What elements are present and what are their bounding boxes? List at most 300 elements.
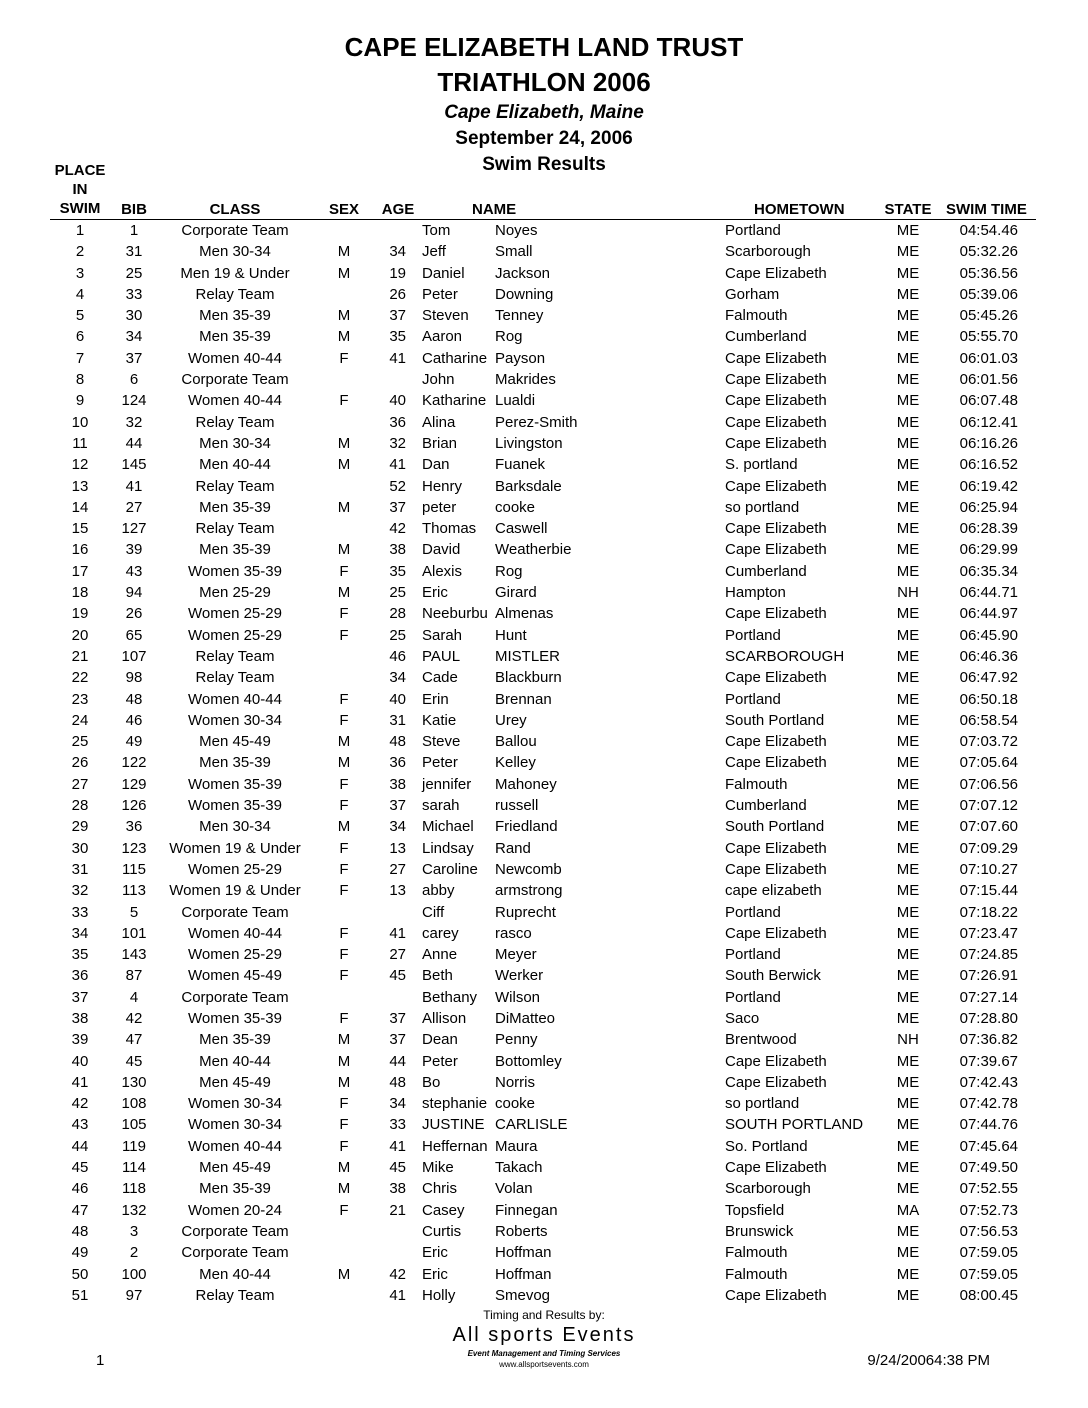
cell-place: 27 bbox=[71, 775, 89, 793]
cell-bib: 114 bbox=[122, 1159, 146, 1177]
cell-class: Women 30-34 bbox=[188, 711, 282, 729]
header-place-line2: IN bbox=[72, 181, 88, 198]
cell-last: CARLISLE bbox=[495, 1116, 568, 1134]
cell-home: Cape Elizabeth bbox=[725, 1052, 827, 1070]
cell-state: ME bbox=[896, 1222, 920, 1240]
cell-sex: F bbox=[339, 882, 349, 900]
cell-bib: 145 bbox=[121, 456, 147, 474]
cell-class: Women 35-39 bbox=[188, 562, 282, 580]
cell-home: So. Portland bbox=[725, 1137, 808, 1155]
cell-state: ME bbox=[896, 839, 920, 857]
cell-age: 40 bbox=[389, 392, 406, 410]
cell-bib: 108 bbox=[121, 1095, 147, 1113]
cell-time: 07:07.12 bbox=[959, 797, 1018, 815]
cell-place: 48 bbox=[71, 1222, 89, 1240]
cell-place: 2 bbox=[75, 243, 85, 261]
cell-time: 05:36.56 bbox=[959, 264, 1018, 282]
table-row bbox=[0, 582, 1088, 603]
cell-class: Corporate Team bbox=[181, 903, 289, 921]
cell-sex: F bbox=[339, 775, 349, 793]
cell-age: 13 bbox=[389, 839, 406, 857]
cell-time: 07:28.80 bbox=[959, 1009, 1018, 1027]
page-title: CAPE ELIZABETH LAND TRUST bbox=[344, 32, 744, 62]
cell-place: 19 bbox=[71, 605, 89, 623]
cell-bib: 122 bbox=[121, 754, 147, 772]
cell-bib: 49 bbox=[125, 733, 143, 751]
cell-time: 07:05.64 bbox=[959, 754, 1018, 772]
cell-bib: 32 bbox=[125, 413, 143, 431]
cell-place: 4 bbox=[75, 285, 85, 303]
cell-last: Brennan bbox=[495, 690, 552, 708]
cell-place: 35 bbox=[71, 946, 89, 964]
cell-age: 27 bbox=[389, 860, 406, 878]
cell-age: 35 bbox=[389, 328, 406, 346]
cell-last: Hoffman bbox=[495, 1244, 552, 1262]
table-row bbox=[0, 326, 1088, 347]
cell-place: 29 bbox=[71, 818, 89, 836]
table-row bbox=[0, 1200, 1088, 1221]
cell-age: 35 bbox=[389, 562, 406, 580]
header-place-line1: PLACE bbox=[54, 162, 106, 179]
cell-time: 06:19.42 bbox=[959, 477, 1018, 495]
cell-state: NH bbox=[897, 1031, 919, 1049]
cell-time: 07:06.56 bbox=[959, 775, 1018, 793]
cell-place: 6 bbox=[75, 328, 85, 346]
table-row bbox=[0, 1072, 1088, 1093]
cell-class: Women 20-24 bbox=[188, 1201, 282, 1219]
cell-sex: F bbox=[339, 349, 349, 367]
cell-place: 37 bbox=[71, 988, 89, 1006]
cell-first: Erin bbox=[422, 690, 449, 708]
cell-age: 19 bbox=[389, 264, 406, 282]
cell-age: 41 bbox=[389, 456, 406, 474]
cell-place: 15 bbox=[71, 520, 89, 538]
cell-state: ME bbox=[896, 818, 920, 836]
cell-first: Sarah bbox=[422, 626, 463, 644]
cell-first: Steven bbox=[422, 307, 469, 325]
cell-first: Bethany bbox=[422, 988, 478, 1006]
cell-home: Cape Elizabeth bbox=[725, 413, 827, 431]
cell-state: ME bbox=[896, 1073, 920, 1091]
cell-bib: 118 bbox=[122, 1180, 146, 1198]
table-row bbox=[0, 497, 1088, 518]
cell-bib: 105 bbox=[121, 1116, 147, 1134]
cell-place: 38 bbox=[71, 1009, 89, 1027]
cell-state: ME bbox=[896, 541, 920, 559]
cell-age: 37 bbox=[389, 307, 406, 325]
cell-sex: F bbox=[339, 1116, 349, 1134]
cell-first: Brian bbox=[422, 434, 458, 452]
cell-place: 3 bbox=[75, 264, 85, 282]
cell-bib: 87 bbox=[125, 967, 143, 985]
cell-first: PAUL bbox=[422, 647, 461, 665]
cell-state: ME bbox=[896, 413, 920, 431]
cell-home: Falmouth bbox=[725, 1244, 788, 1262]
cell-place: 16 bbox=[71, 541, 89, 559]
cell-place: 43 bbox=[71, 1116, 89, 1134]
cell-home: Cape Elizabeth bbox=[725, 520, 827, 538]
cell-home: South Portland bbox=[725, 818, 825, 836]
cell-class: Men 35-39 bbox=[199, 754, 271, 772]
cell-state: ME bbox=[896, 1052, 920, 1070]
cell-last: Makrides bbox=[495, 371, 556, 389]
cell-age: 36 bbox=[389, 754, 406, 772]
table-row bbox=[0, 603, 1088, 624]
cell-time: 06:16.26 bbox=[959, 434, 1018, 452]
table-row bbox=[0, 965, 1088, 986]
cell-age: 45 bbox=[389, 1159, 406, 1177]
cell-class: Men 35-39 bbox=[199, 1180, 271, 1198]
cell-last: Livingston bbox=[495, 434, 563, 452]
cell-home: Portland bbox=[725, 903, 781, 921]
footer-logo: All sports Events bbox=[452, 1324, 636, 1346]
cell-class: Men 40-44 bbox=[199, 1265, 271, 1283]
cell-sex: F bbox=[339, 1137, 349, 1155]
cell-state: ME bbox=[896, 562, 920, 580]
cell-place: 40 bbox=[71, 1052, 89, 1070]
cell-place: 8 bbox=[75, 371, 85, 389]
cell-last: cooke bbox=[495, 1095, 536, 1113]
table-row bbox=[0, 539, 1088, 560]
header-age: AGE bbox=[381, 201, 415, 218]
cell-home: so portland bbox=[725, 498, 800, 516]
cell-sex: F bbox=[339, 562, 349, 580]
cell-first: Katharine bbox=[422, 392, 487, 410]
cell-home: Falmouth bbox=[725, 775, 788, 793]
cell-state: ME bbox=[896, 669, 920, 687]
cell-place: 18 bbox=[71, 584, 89, 602]
cell-class: Women 25-29 bbox=[188, 605, 282, 623]
cell-time: 06:46.36 bbox=[959, 647, 1018, 665]
cell-state: ME bbox=[896, 222, 920, 239]
cell-first: John bbox=[422, 371, 455, 389]
cell-last: Almenas bbox=[495, 605, 554, 623]
cell-age: 38 bbox=[389, 1180, 406, 1198]
cell-class: Relay Team bbox=[195, 413, 275, 431]
cell-sex: F bbox=[339, 1201, 349, 1219]
cell-class: Men 45-49 bbox=[199, 733, 271, 751]
cell-class: Men 35-39 bbox=[199, 328, 271, 346]
cell-time: 08:00.45 bbox=[959, 1286, 1018, 1304]
cell-class: Women 40-44 bbox=[188, 924, 282, 942]
cell-age: 38 bbox=[389, 541, 406, 559]
cell-sex: F bbox=[339, 924, 349, 942]
table-row bbox=[0, 1114, 1088, 1135]
cell-bib: 4 bbox=[129, 988, 139, 1006]
cell-home: Cape Elizabeth bbox=[725, 1286, 827, 1304]
table-row bbox=[0, 689, 1088, 710]
cell-first: sarah bbox=[422, 797, 460, 815]
cell-time: 07:44.76 bbox=[959, 1116, 1018, 1134]
cell-home: Cape Elizabeth bbox=[725, 264, 827, 282]
cell-class: Women 30-34 bbox=[188, 1116, 282, 1134]
cell-first: Katie bbox=[422, 711, 457, 729]
cell-time: 07:24.85 bbox=[959, 946, 1018, 964]
cell-last: Hoffman bbox=[495, 1265, 552, 1283]
cell-age: 41 bbox=[389, 1137, 406, 1155]
table-row bbox=[0, 710, 1088, 731]
cell-age: 13 bbox=[389, 882, 406, 900]
cell-bib: 47 bbox=[125, 1031, 143, 1049]
table-row bbox=[0, 561, 1088, 582]
cell-age: 37 bbox=[389, 1031, 406, 1049]
cell-bib: 97 bbox=[125, 1286, 143, 1304]
cell-last: Urey bbox=[495, 711, 527, 729]
cell-class: Relay Team bbox=[195, 1286, 275, 1304]
cell-state: ME bbox=[896, 307, 920, 325]
cell-time: 07:07.60 bbox=[959, 818, 1018, 836]
event-date: September 24, 2006 bbox=[455, 128, 633, 149]
cell-first: Curtis bbox=[422, 1222, 462, 1240]
cell-age: 38 bbox=[389, 775, 406, 793]
cell-first: Eric bbox=[422, 1265, 448, 1283]
cell-place: 26 bbox=[71, 754, 89, 772]
cell-class: Men 19 & Under bbox=[180, 264, 290, 282]
cell-class: Men 45-49 bbox=[199, 1159, 271, 1177]
cell-place: 33 bbox=[71, 903, 89, 921]
header-class: CLASS bbox=[209, 201, 261, 218]
cell-state: ME bbox=[896, 690, 920, 708]
cell-bib: 1 bbox=[129, 222, 139, 239]
cell-last: Finnegan bbox=[495, 1201, 558, 1219]
cell-last: cooke bbox=[495, 498, 536, 516]
cell-first: Peter bbox=[422, 285, 458, 303]
cell-last: Smevog bbox=[495, 1286, 551, 1304]
cell-first: Alexis bbox=[422, 562, 463, 580]
cell-last: Weatherbie bbox=[495, 541, 572, 559]
cell-class: Men 35-39 bbox=[199, 541, 271, 559]
cell-bib: 65 bbox=[125, 626, 143, 644]
cell-sex: F bbox=[339, 860, 349, 878]
cell-time: 07:52.55 bbox=[959, 1180, 1018, 1198]
table-row bbox=[0, 1178, 1088, 1199]
cell-state: ME bbox=[896, 1159, 920, 1177]
cell-time: 06:16.52 bbox=[959, 456, 1018, 474]
cell-age: 42 bbox=[389, 1265, 406, 1283]
cell-time: 06:44.71 bbox=[959, 584, 1018, 602]
table-row bbox=[0, 241, 1088, 262]
table-row bbox=[0, 263, 1088, 284]
cell-sex: M bbox=[337, 1159, 351, 1177]
cell-home: South Berwick bbox=[725, 967, 821, 985]
cell-state: ME bbox=[896, 1244, 920, 1262]
cell-age: 48 bbox=[389, 1073, 406, 1091]
header-place-line3: SWIM bbox=[59, 200, 101, 217]
table-row bbox=[0, 838, 1088, 859]
cell-class: Relay Team bbox=[195, 647, 275, 665]
cell-first: Peter bbox=[422, 754, 458, 772]
cell-first: Daniel bbox=[422, 264, 465, 282]
cell-state: ME bbox=[896, 733, 920, 751]
cell-class: Relay Team bbox=[195, 285, 275, 303]
cell-last: Tenney bbox=[495, 307, 544, 325]
table-row bbox=[0, 1051, 1088, 1072]
cell-place: 17 bbox=[71, 562, 89, 580]
cell-time: 06:25.94 bbox=[959, 498, 1018, 516]
cell-time: 07:03.72 bbox=[959, 733, 1018, 751]
page-number: 1 bbox=[96, 1352, 105, 1369]
cell-class: Men 45-49 bbox=[199, 1073, 271, 1091]
cell-class: Corporate Team bbox=[181, 988, 289, 1006]
cell-last: Ruprecht bbox=[495, 903, 556, 921]
cell-time: 07:10.27 bbox=[959, 860, 1018, 878]
cell-last: Wilson bbox=[495, 988, 541, 1006]
cell-state: ME bbox=[896, 797, 920, 815]
cell-place: 21 bbox=[71, 647, 89, 665]
table-row bbox=[0, 667, 1088, 688]
cell-class: Women 25-29 bbox=[188, 946, 282, 964]
cell-state: ME bbox=[896, 924, 920, 942]
table-row bbox=[0, 923, 1088, 944]
cell-bib: 124 bbox=[121, 392, 147, 410]
cell-age: 52 bbox=[389, 477, 406, 495]
cell-last: Maura bbox=[495, 1137, 538, 1155]
cell-home: SCARBOROUGH bbox=[725, 647, 845, 665]
cell-home: Cape Elizabeth bbox=[725, 1073, 827, 1091]
cell-home: Cape Elizabeth bbox=[725, 541, 827, 559]
cell-time: 05:45.26 bbox=[959, 307, 1018, 325]
cell-class: Women 35-39 bbox=[188, 797, 282, 815]
cell-sex: F bbox=[339, 690, 349, 708]
cell-sex: M bbox=[337, 1180, 351, 1198]
cell-home: Cape Elizabeth bbox=[725, 924, 827, 942]
cell-age: 34 bbox=[389, 243, 406, 261]
cell-first: Steve bbox=[422, 733, 461, 751]
cell-home: Portland bbox=[725, 690, 781, 708]
cell-class: Men 30-34 bbox=[199, 243, 271, 261]
cell-state: ME bbox=[896, 711, 920, 729]
cell-place: 51 bbox=[71, 1286, 89, 1304]
cell-home: cape elizabeth bbox=[725, 882, 822, 900]
cell-home: Hampton bbox=[725, 584, 786, 602]
table-row bbox=[0, 284, 1088, 305]
cell-first: Dan bbox=[422, 456, 450, 474]
cell-first: peter bbox=[422, 498, 457, 516]
cell-bib: 33 bbox=[125, 285, 143, 303]
cell-state: ME bbox=[896, 392, 920, 410]
cell-sex: F bbox=[339, 797, 349, 815]
cell-place: 39 bbox=[71, 1031, 89, 1049]
cell-last: Ballou bbox=[495, 733, 537, 751]
table-row bbox=[0, 390, 1088, 411]
cell-home: Cape Elizabeth bbox=[725, 349, 827, 367]
cell-bib: 126 bbox=[121, 797, 147, 815]
cell-class: Men 30-34 bbox=[199, 434, 271, 452]
cell-first: Jeff bbox=[422, 243, 446, 261]
cell-class: Corporate Team bbox=[181, 1222, 289, 1240]
table-row bbox=[0, 902, 1088, 923]
cell-class: Men 35-39 bbox=[199, 307, 271, 325]
cell-place: 50 bbox=[71, 1265, 89, 1283]
cell-last: Penny bbox=[495, 1031, 538, 1049]
table-row bbox=[0, 348, 1088, 369]
cell-age: 36 bbox=[389, 413, 406, 431]
table-row bbox=[0, 1221, 1088, 1242]
results-table bbox=[0, 220, 1088, 1306]
cell-first: Cade bbox=[422, 669, 458, 687]
cell-state: ME bbox=[896, 775, 920, 793]
cell-sex: F bbox=[339, 967, 349, 985]
cell-home: Cumberland bbox=[725, 328, 807, 346]
cell-class: Relay Team bbox=[195, 477, 275, 495]
cell-class: Men 25-29 bbox=[199, 584, 271, 602]
header-place bbox=[50, 161, 110, 218]
cell-time: 07:59.05 bbox=[959, 1265, 1018, 1283]
cell-state: ME bbox=[896, 477, 920, 495]
cell-age: 40 bbox=[389, 690, 406, 708]
cell-last: Norris bbox=[495, 1073, 535, 1091]
cell-class: Women 40-44 bbox=[188, 1137, 282, 1155]
cell-age: 44 bbox=[389, 1052, 406, 1070]
cell-age: 37 bbox=[389, 498, 406, 516]
table-row bbox=[0, 1136, 1088, 1157]
cell-home: Topsfield bbox=[725, 1201, 785, 1219]
cell-time: 07:26.91 bbox=[959, 967, 1018, 985]
cell-state: ME bbox=[896, 754, 920, 772]
cell-state: ME bbox=[896, 988, 920, 1006]
cell-time: 07:39.67 bbox=[959, 1052, 1018, 1070]
cell-sex: F bbox=[339, 605, 349, 623]
footer-tagline: Event Management and Timing Services bbox=[467, 1349, 621, 1358]
cell-time: 06:44.97 bbox=[959, 605, 1018, 623]
cell-bib: 94 bbox=[125, 584, 143, 602]
cell-home: Portland bbox=[725, 988, 781, 1006]
cell-time: 07:49.50 bbox=[959, 1159, 1018, 1177]
cell-age: 41 bbox=[389, 349, 406, 367]
cell-bib: 42 bbox=[125, 1009, 143, 1027]
cell-home: Cumberland bbox=[725, 797, 807, 815]
cell-home: South Portland bbox=[725, 711, 825, 729]
cell-time: 07:18.22 bbox=[959, 903, 1018, 921]
table-row bbox=[0, 476, 1088, 497]
cell-last: DiMatteo bbox=[495, 1009, 556, 1027]
cell-home: Cape Elizabeth bbox=[725, 477, 827, 495]
cell-home: Portland bbox=[725, 222, 781, 239]
cell-state: ME bbox=[896, 626, 920, 644]
cell-place: 24 bbox=[71, 711, 89, 729]
cell-age: 34 bbox=[389, 1095, 406, 1113]
cell-last: Perez-Smith bbox=[495, 413, 578, 431]
cell-state: ME bbox=[896, 882, 920, 900]
cell-place: 49 bbox=[71, 1244, 89, 1262]
cell-state: ME bbox=[896, 647, 920, 665]
cell-age: 37 bbox=[389, 1009, 406, 1027]
event-location: Cape Elizabeth, Maine bbox=[444, 102, 644, 123]
cell-time: 06:45.90 bbox=[959, 626, 1018, 644]
cell-time: 06:47.92 bbox=[959, 669, 1018, 687]
cell-state: ME bbox=[896, 328, 920, 346]
cell-last: Fuanek bbox=[495, 456, 546, 474]
cell-age: 25 bbox=[389, 626, 406, 644]
cell-class: Men 35-39 bbox=[199, 498, 271, 516]
table-row bbox=[0, 1264, 1088, 1285]
cell-class: Women 19 & Under bbox=[169, 882, 301, 900]
results-subtitle: Swim Results bbox=[482, 154, 606, 175]
cell-age: 41 bbox=[389, 924, 406, 942]
cell-place: 32 bbox=[71, 882, 89, 900]
cell-first: Aaron bbox=[422, 328, 463, 346]
print-timestamp: 9/24/20064:38 PM bbox=[867, 1352, 990, 1369]
cell-first: Casey bbox=[422, 1201, 465, 1219]
cell-class: Women 30-34 bbox=[188, 1095, 282, 1113]
cell-bib: 37 bbox=[125, 349, 143, 367]
cell-bib: 27 bbox=[125, 498, 143, 516]
cell-time: 07:23.47 bbox=[959, 924, 1018, 942]
cell-first: jennifer bbox=[422, 775, 472, 793]
cell-bib: 101 bbox=[121, 924, 147, 942]
cell-bib: 44 bbox=[125, 434, 143, 452]
cell-sex: F bbox=[339, 711, 349, 729]
